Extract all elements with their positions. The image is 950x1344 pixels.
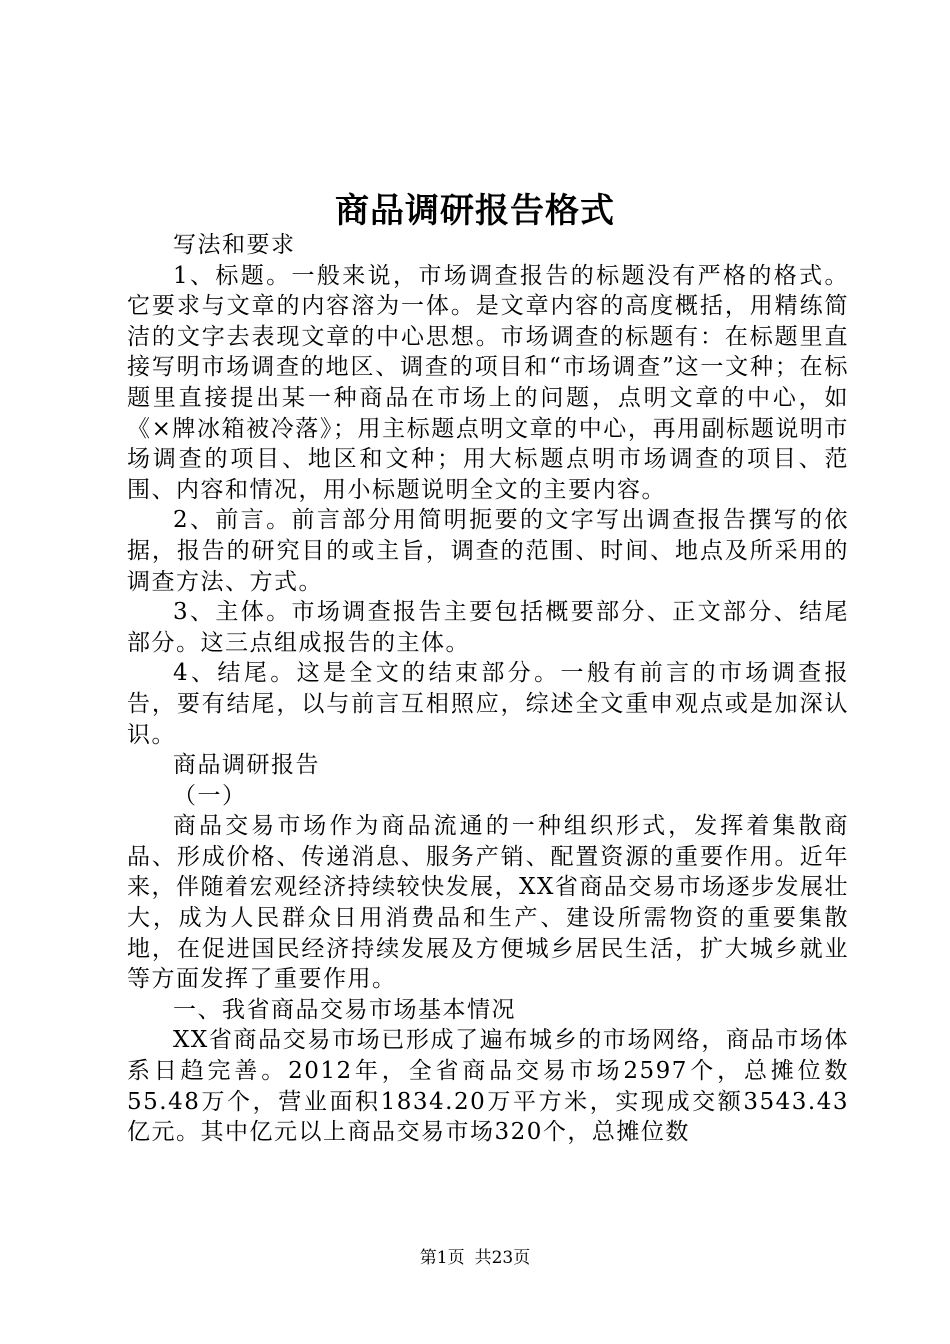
page-total: 共23页 (474, 1248, 531, 1268)
paragraph-preface-rule: 2、前言。前言部分用简明扼要的文字写出调查报告撰写的依据，报告的研究目的或主旨，调查的范围、时间、地点及所采用的调查方法、方式。 (127, 507, 849, 595)
paragraph-ending-rule: 4、结尾。这是全文的结束部分。一般有前言的市场调查报告，要有结尾，以与前言互相照应，综述全文重申观点或是加深认识。 (127, 660, 849, 748)
paragraph-section-heading: 写法和要求 (173, 232, 296, 258)
paragraph-market-stats: XX省商品交易市场已形成了遍布城乡的市场网络，商品市场体系日趋完善。2012年，全省商品交易市场2597个，总摊位数55.48万个，营业面积1834.20万平方米，实现成交额3543.43亿元。其中亿元以上商品交易市场320个，总摊位数 (127, 1027, 849, 1146)
paragraph-title-rule: 1、标题。一般来说，市场调查报告的标题没有严格的格式。它要求与文章的内容溶为一体。是文章内容的高度概括，用精练简洁的文字去表现文章的中心思想。市场调查的标题有：在标题里直接写明市场调查的地区、调查的项目和“市场调查”这一文种；在标题里直接提出某一种商品在市场上的问题，点明文章的中心，如《×牌冰箱被冷落》；用主标题点明文章的中心，再用副标题说明市场调查的项目、地区和文种；用大标题点明市场调查的项目、范围、内容和情况，用小标题说明全文的主要内容。 (127, 262, 849, 503)
document-body (127, 230, 849, 1148)
paragraph-market-intro: 商品交易市场作为商品流通的一种组织形式，发挥着集散商品、形成价格、传递消息、服务产销、配置资源的重要作用。近年来，伴随着宏观经济持续较快发展，XX省商品交易市场逐步发展壮大，成为人民群众日用消费品和生产、建设所需物资的重要集散地，在促进国民经济持续发展及方便城乡居民生活，扩大城乡就业等方面发挥了重要作用。 (127, 813, 849, 993)
paragraph-part-number: （一） (173, 782, 247, 809)
page-footer (0, 1243, 950, 1268)
document-title: 商品调研报告格式 (335, 191, 615, 231)
page-number: 第1页 (419, 1248, 465, 1268)
paragraph-report-heading: 商品调研报告 (173, 752, 320, 779)
paragraph-body-rule: 3、主体。市场调查报告主要包括概要部分、正文部分、结尾部分。这三点组成报告的主体。 (127, 599, 849, 656)
paragraph-subheading: 一、我省商品交易市场基本情况 (173, 996, 516, 1023)
